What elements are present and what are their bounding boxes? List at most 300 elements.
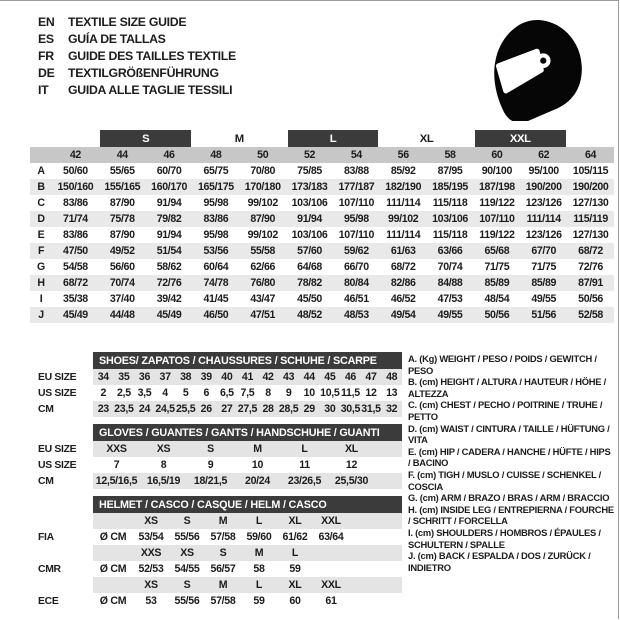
measure-cell: 74/78 [192, 275, 239, 291]
measure-cell: 75/78 [99, 211, 146, 227]
certification-label [38, 577, 93, 593]
measure-cell: 50/60 [63, 165, 88, 177]
measure-cell: 105/115 [572, 165, 609, 177]
glove-size-cell: 11 [299, 459, 310, 471]
shoe-size-cell: 10 [303, 387, 315, 399]
diameter-label: Ø CM [99, 563, 127, 575]
helmet-size-cell: 53 [145, 595, 157, 607]
measure-cell: 90/100 [481, 165, 513, 177]
language-row [38, 14, 236, 31]
language-row [38, 65, 236, 82]
measure-cell: 55/65 [109, 165, 135, 177]
measure-cell: 48/54 [484, 293, 510, 305]
measure-cell: 72/76 [578, 261, 603, 273]
helmet-size-cell: 52/53 [138, 563, 164, 575]
helmet-size-cell: 58 [253, 563, 265, 575]
measure-cell: 119/122 [479, 197, 515, 209]
glove-size-cell: 7 [113, 459, 120, 471]
legend-item: H. (cm) INSIDE LEG / ENTREPIERNA / FOURCHE / SCHRITT / FORCELLA [408, 503, 614, 527]
measure-cell: 85/89 [520, 275, 567, 291]
gloves-title: GLOVES / GUANTES / GANTS / HANDSCHUHE / GUANTI [93, 424, 402, 441]
measure-cell: 47/53 [437, 293, 463, 305]
measure-cell: 46/52 [390, 293, 416, 305]
glove-size-cell: XL [328, 441, 375, 457]
measure-cell: 44/48 [99, 307, 146, 323]
glove-size-cell: L [281, 441, 328, 457]
spacer-cell [375, 441, 402, 457]
shoe-size-cell: 34 [93, 369, 114, 385]
measure-letter: D [30, 211, 52, 227]
measure-cell: 115/118 [432, 197, 468, 209]
helmet-size-cell: 61 [325, 595, 337, 607]
language-code: DE [38, 66, 55, 80]
measure-cell: 57/60 [286, 243, 333, 259]
helmet-row [38, 577, 402, 593]
measure-cell: 49/54 [380, 307, 427, 323]
measure-cell: 87/90 [109, 197, 135, 209]
gloves-eu-row [38, 441, 402, 457]
shoes-eu-row [38, 369, 402, 385]
measure-letter: I [39, 293, 43, 305]
shoe-size-cell: 10,5 [320, 387, 340, 399]
spacer-cell [349, 545, 402, 561]
measure-cell: 46/50 [192, 307, 239, 323]
helmet-size-cell: M [205, 513, 241, 529]
shoe-size-cell: 2,5 [116, 387, 131, 399]
language-code: FR [38, 49, 54, 63]
shoe-size-cell: 38 [175, 369, 196, 385]
measure-cell: 51/54 [146, 243, 193, 259]
language-code: ES [38, 32, 54, 46]
measurement-row [30, 291, 614, 307]
helmet-size-cell: L [277, 545, 313, 561]
shoe-size-cell: 6,5 [219, 387, 234, 399]
textile-size-table [30, 130, 614, 323]
shoe-size-cell: 48 [381, 369, 402, 385]
spacer-cell [375, 457, 402, 473]
size-number-row [30, 147, 614, 163]
measurement-row [30, 211, 614, 227]
shoe-size-cell: 37 [155, 369, 176, 385]
glove-size-cell: 12,5/16,5 [93, 473, 140, 489]
row-label: US SIZE [38, 457, 93, 473]
measure-letter: G [37, 261, 45, 273]
helmet-size-cell: 61/62 [282, 531, 308, 543]
measure-cell: 170/180 [239, 179, 286, 195]
measure-cell: 182/190 [380, 179, 427, 195]
helmet-size-cell: S [205, 545, 241, 561]
measure-cell: 37/40 [109, 293, 135, 305]
shoe-size-cell: 27 [217, 401, 238, 417]
measure-cell: 82/86 [380, 275, 427, 291]
measure-cell: 64/68 [297, 261, 322, 273]
row-label: CM [38, 401, 93, 417]
size-column-header: 56 [380, 147, 427, 163]
helmet-size-cell: 56/57 [210, 563, 236, 575]
measure-cell: 103/106 [427, 211, 474, 227]
measure-cell: 91/94 [156, 197, 182, 209]
language-code: IT [38, 83, 49, 97]
gloves-cm-row [38, 473, 402, 489]
size-group-xxl: XXL [473, 130, 567, 147]
helmet-row [38, 529, 402, 545]
gloves-size-table [38, 424, 402, 489]
measure-cell: 165/175 [192, 179, 239, 195]
glove-size-cell: 9 [207, 459, 214, 471]
shoe-size-cell: 45 [320, 369, 341, 385]
racing-helmet-icon [484, 17, 588, 121]
measure-cell: 85/92 [390, 165, 416, 177]
helmet-size-cell: M [205, 577, 241, 593]
spacer-cell [375, 473, 402, 489]
glove-size-cell: 8 [160, 459, 167, 471]
measure-cell: 123/126 [525, 229, 562, 241]
size-column-header: 44 [99, 147, 146, 163]
spacer-cell [38, 352, 93, 369]
diameter-label [93, 513, 133, 529]
shoe-size-cell: 30,5 [340, 403, 361, 415]
shoe-size-cell: 11,5 [341, 387, 360, 399]
measure-cell: 45/49 [52, 307, 99, 323]
helmet-size-cell: S [169, 513, 205, 529]
legend-item: F. (cm) TIGH / MUSLO / CUISSE / SCHENKEL / COSCIA [408, 468, 601, 492]
language-title: GUÍA DE TALLAS [68, 32, 166, 46]
measure-cell: 99/102 [380, 211, 427, 227]
measure-cell: 107/110 [473, 211, 520, 227]
certification-label [38, 545, 93, 561]
measure-cell: 75/85 [297, 165, 322, 177]
shoe-size-cell: 40 [217, 369, 238, 385]
measure-cell: 68/72 [52, 275, 99, 291]
language-row [38, 48, 236, 65]
row-label: US SIZE [38, 385, 93, 401]
shoe-size-cell: 28 [258, 401, 279, 417]
glove-size-cell: 12 [345, 459, 358, 471]
size-group-xl: XL [419, 132, 434, 145]
helmet-size-cell: 55/56 [174, 531, 200, 543]
gloves-us-row [38, 457, 402, 473]
shoes-title-bar [38, 352, 402, 369]
measure-cell: 60/70 [156, 165, 182, 177]
shoe-size-cell: 6 [203, 387, 210, 399]
size-column-header: 62 [520, 147, 567, 163]
measure-cell: 103/106 [291, 197, 328, 209]
shoes-title: SHOES/ ZAPATOS / CHAUSSURES / SCHUHE / SCARPE [93, 352, 402, 369]
size-column-header: 64 [567, 147, 614, 163]
spacer-cell [30, 147, 52, 163]
measure-cell: 66/70 [344, 261, 369, 273]
measure-cell: 50/56 [578, 293, 603, 305]
measure-cell: 115/118 [432, 229, 468, 241]
gloves-title-bar [38, 424, 402, 441]
shoe-size-cell: 39 [196, 369, 217, 385]
shoe-size-cell: 47 [361, 369, 382, 385]
shoe-size-cell: 35 [114, 369, 135, 385]
shoe-size-cell: 25,5 [175, 403, 196, 415]
shoe-size-cell: 30 [320, 401, 341, 417]
glove-size-cell: S [187, 441, 234, 457]
spacer-cell [30, 130, 99, 147]
helmet-size-table [38, 496, 402, 609]
shoes-cm-row [38, 401, 402, 417]
glove-size-cell: 25,5/30 [328, 473, 375, 489]
measure-cell: 111/114 [386, 197, 421, 209]
shoes-us-row [38, 385, 402, 401]
certification-label: CMR [38, 561, 93, 577]
helmet-size-cell: 63/64 [318, 531, 344, 543]
language-row [38, 31, 236, 48]
shoe-size-cell: 8 [265, 387, 271, 399]
legend-item: J. (cm) BACK / ESPALDA / DOS / ZURÜCK / INDIETRO [408, 550, 591, 573]
spacer-cell [349, 577, 402, 593]
measure-cell: 150/160 [52, 179, 99, 195]
helmet-size-cell: 54/55 [174, 563, 200, 575]
helmet-size-cell: XL [277, 577, 313, 593]
shoe-size-cell: 28,5 [278, 403, 299, 415]
glove-size-cell: XS [140, 441, 187, 457]
measure-letter: C [37, 197, 45, 209]
measure-cell: 173/183 [286, 179, 333, 195]
measure-cell: 61/63 [380, 243, 427, 259]
language-row [38, 82, 236, 99]
measure-cell: 68/72 [567, 243, 614, 259]
measure-cell: 67/70 [520, 243, 567, 259]
shoe-size-cell: 27,5 [237, 403, 258, 415]
measure-cell: 71/75 [531, 261, 557, 273]
legend-item: B. (cm) HEIGHT / ALTURA / HAUTEUR / HÖHE / ALTEZZA [408, 376, 607, 399]
measure-letter: B [30, 179, 52, 195]
spacer-cell [349, 529, 402, 545]
measurement-row [30, 227, 614, 243]
measurement-row [30, 307, 614, 323]
helmet-size-cell: S [169, 577, 205, 593]
shoe-size-cell: 12 [365, 387, 377, 399]
helmet-size-cell [313, 561, 349, 577]
glove-size-cell: 10 [251, 459, 264, 471]
helmet-title: HELMET / CASCO / CASQUE / HELM / CASCO [93, 496, 402, 513]
measure-letter: E [37, 229, 45, 241]
measure-cell: 80/84 [333, 275, 380, 291]
shoe-size-cell: 23 [93, 401, 114, 417]
measure-cell: 87/90 [109, 229, 135, 241]
measure-cell: 177/187 [333, 179, 380, 195]
glove-size-cell: 16,5/19 [140, 473, 187, 489]
measure-cell: 53/56 [192, 243, 239, 259]
measure-cell: 185/195 [427, 179, 474, 195]
glove-size-cell: 20/24 [234, 473, 281, 489]
helmet-size-cell: 57/58 [210, 595, 236, 607]
diameter-label: Ø CM [99, 595, 127, 607]
measure-cell: 85/89 [473, 275, 520, 291]
shoe-size-cell: 41 [237, 369, 258, 385]
measure-letter: H [30, 275, 52, 291]
shoe-size-cell: 5 [182, 387, 189, 399]
size-group-m: M [234, 132, 244, 145]
measure-cell: 95/100 [528, 165, 559, 177]
measure-cell: 91/94 [156, 229, 182, 241]
shoe-size-cell: 2 [100, 387, 107, 399]
measure-cell: 103/106 [291, 229, 328, 241]
legend-item: E. (cm) HIP / CADERA / HANCHE / HÜFTE / HIPS / BACINO [408, 445, 611, 469]
shoe-size-cell: 32 [381, 401, 402, 417]
helmet-size-cell: 57/58 [210, 531, 236, 543]
shoe-size-cell: 36 [134, 369, 155, 385]
measure-cell: 127/130 [572, 197, 609, 209]
shoe-size-cell: 3,5 [137, 387, 152, 399]
measurement-row [30, 195, 614, 211]
diameter-label [93, 545, 133, 561]
measure-cell: 84/88 [427, 275, 474, 291]
spacer-cell [349, 561, 402, 577]
spacer-cell [349, 593, 402, 609]
helmet-size-cell: XS [169, 545, 205, 561]
helmet-size-cell: XS [133, 513, 169, 529]
legend-item: C. (cm) CHEST / PECHO / POITRINE / TRUHE / PETTO [408, 399, 603, 422]
helmet-size-cell: 53/54 [138, 531, 164, 543]
row-label: CM [38, 473, 93, 489]
measure-cell: 58/62 [156, 261, 182, 273]
measure-cell: 49/52 [99, 243, 146, 259]
glove-size-cell: M [234, 441, 281, 457]
measure-cell: 65/68 [473, 243, 520, 259]
shoe-size-cell: 24,5 [155, 403, 175, 415]
size-column-header: 60 [473, 147, 520, 163]
measure-cell: 45/49 [146, 307, 193, 323]
measure-cell: 127/130 [572, 229, 609, 241]
measure-cell: 50/56 [473, 307, 520, 323]
shoe-size-cell: 7,5 [240, 387, 255, 399]
shoes-size-table [38, 352, 402, 417]
size-group-l: L [286, 130, 380, 147]
spacer-cell [349, 513, 402, 529]
helmet-row [38, 561, 402, 577]
size-group-row [30, 130, 614, 147]
measure-cell: 155/165 [99, 179, 146, 195]
legend-item: I. (cm) SHOULDERS / HOMBROS / ÉPAULES / SCHULTERN / SPALLE [408, 526, 601, 550]
helmet-size-cell: 55/56 [174, 595, 200, 607]
size-column-header: 48 [192, 147, 239, 163]
measure-letter: J [30, 307, 52, 323]
measure-cell: 95/98 [203, 197, 229, 209]
measure-cell: 83/86 [63, 229, 88, 241]
glove-size-cell: 23/26,5 [281, 473, 328, 489]
helmet-size-cell: 59 [289, 563, 301, 575]
shoe-size-cell: 44 [299, 369, 320, 385]
measurement-row [30, 243, 614, 259]
certification-label [38, 513, 93, 529]
measure-cell: 190/200 [567, 179, 614, 195]
measure-cell: 54/58 [63, 261, 88, 273]
measure-cell: 68/72 [390, 261, 416, 273]
measure-cell: 39/42 [156, 293, 182, 305]
diameter-label: Ø CM [99, 531, 127, 543]
measure-cell: 45/50 [297, 293, 322, 305]
measure-cell: 41/45 [203, 293, 229, 305]
size-column-header: 54 [333, 147, 380, 163]
shoe-size-cell: 23,5 [114, 403, 134, 415]
size-column-header: 52 [286, 147, 333, 163]
language-title: GUIDA ALLE TAGLIE TESSILI [68, 83, 233, 97]
measure-cell: 52/58 [567, 307, 614, 323]
spacer-cell [38, 424, 93, 441]
measure-cell: 35/38 [63, 293, 88, 305]
helmet-size-cell: 60 [289, 595, 301, 607]
language-header [38, 14, 236, 99]
measure-cell: 99/102 [247, 197, 278, 209]
measure-cell: 48/52 [286, 307, 333, 323]
measure-cell: 70/74 [437, 261, 463, 273]
helmet-size-cell [313, 545, 349, 561]
helmet-title-bar [38, 496, 402, 513]
measure-cell: 51/56 [520, 307, 567, 323]
helmet-size-cell: XS [133, 577, 169, 593]
glove-size-cell: XXS [93, 441, 140, 457]
measure-letter: A [37, 165, 45, 177]
measure-cell: 95/98 [203, 229, 229, 241]
measure-cell: 91/94 [286, 211, 333, 227]
measure-cell: 115/119 [567, 211, 614, 227]
measure-cell: 60/64 [203, 261, 229, 273]
spacer-cell [567, 130, 614, 147]
shoe-size-cell: 4 [162, 387, 168, 399]
measure-cell: 83/86 [192, 211, 239, 227]
helmet-size-cell: M [241, 545, 277, 561]
measure-cell: 87/90 [239, 211, 286, 227]
measure-cell: 70/74 [99, 275, 146, 291]
helmet-size-cell: 59 [253, 595, 265, 607]
helmet-size-cell: L [241, 577, 277, 593]
measure-cell: 71/75 [484, 261, 510, 273]
spacer-cell [38, 496, 93, 513]
row-label: EU SIZE [38, 441, 93, 457]
size-column-header: 46 [146, 147, 193, 163]
measure-cell: 59/62 [333, 243, 380, 259]
measure-cell: 62/66 [250, 261, 276, 273]
measurement-row [30, 259, 614, 275]
shoe-size-cell: 24 [134, 401, 155, 417]
helmet-size-cell: XXL [313, 577, 349, 593]
size-group-s: S [99, 130, 193, 147]
measure-cell: 55/58 [239, 243, 286, 259]
measure-cell: 123/126 [525, 197, 562, 209]
measure-cell: 43/47 [250, 293, 276, 305]
helmet-size-cell: 59/60 [246, 531, 272, 543]
measure-cell: 49/55 [427, 307, 474, 323]
shoe-size-cell: 13 [386, 387, 398, 399]
measure-cell: 99/102 [247, 229, 278, 241]
shoe-size-cell: 43 [278, 369, 299, 385]
measure-cell: 65/75 [203, 165, 229, 177]
measure-cell: 111/114 [520, 211, 567, 227]
measure-cell: 83/86 [63, 197, 88, 209]
measure-cell: 47/50 [52, 243, 99, 259]
measure-cell: 95/98 [333, 211, 380, 227]
measurement-row [30, 275, 614, 291]
shoe-size-cell: 29 [299, 401, 320, 417]
measure-letter: F [30, 243, 52, 259]
measure-cell: 160/170 [146, 179, 193, 195]
shoe-size-cell: 42 [258, 369, 279, 385]
glove-size-cell: 18/21,5 [187, 473, 234, 489]
shoe-size-cell: 31,5 [361, 403, 381, 415]
measure-cell: 83/88 [344, 165, 369, 177]
helmet-size-cell: L [241, 513, 277, 529]
measure-cell: 46/51 [344, 293, 369, 305]
measure-cell: 119/122 [479, 229, 515, 241]
measure-cell: 48/53 [333, 307, 380, 323]
measure-cell: 87/95 [437, 165, 463, 177]
helmet-size-cell: XL [277, 513, 313, 529]
